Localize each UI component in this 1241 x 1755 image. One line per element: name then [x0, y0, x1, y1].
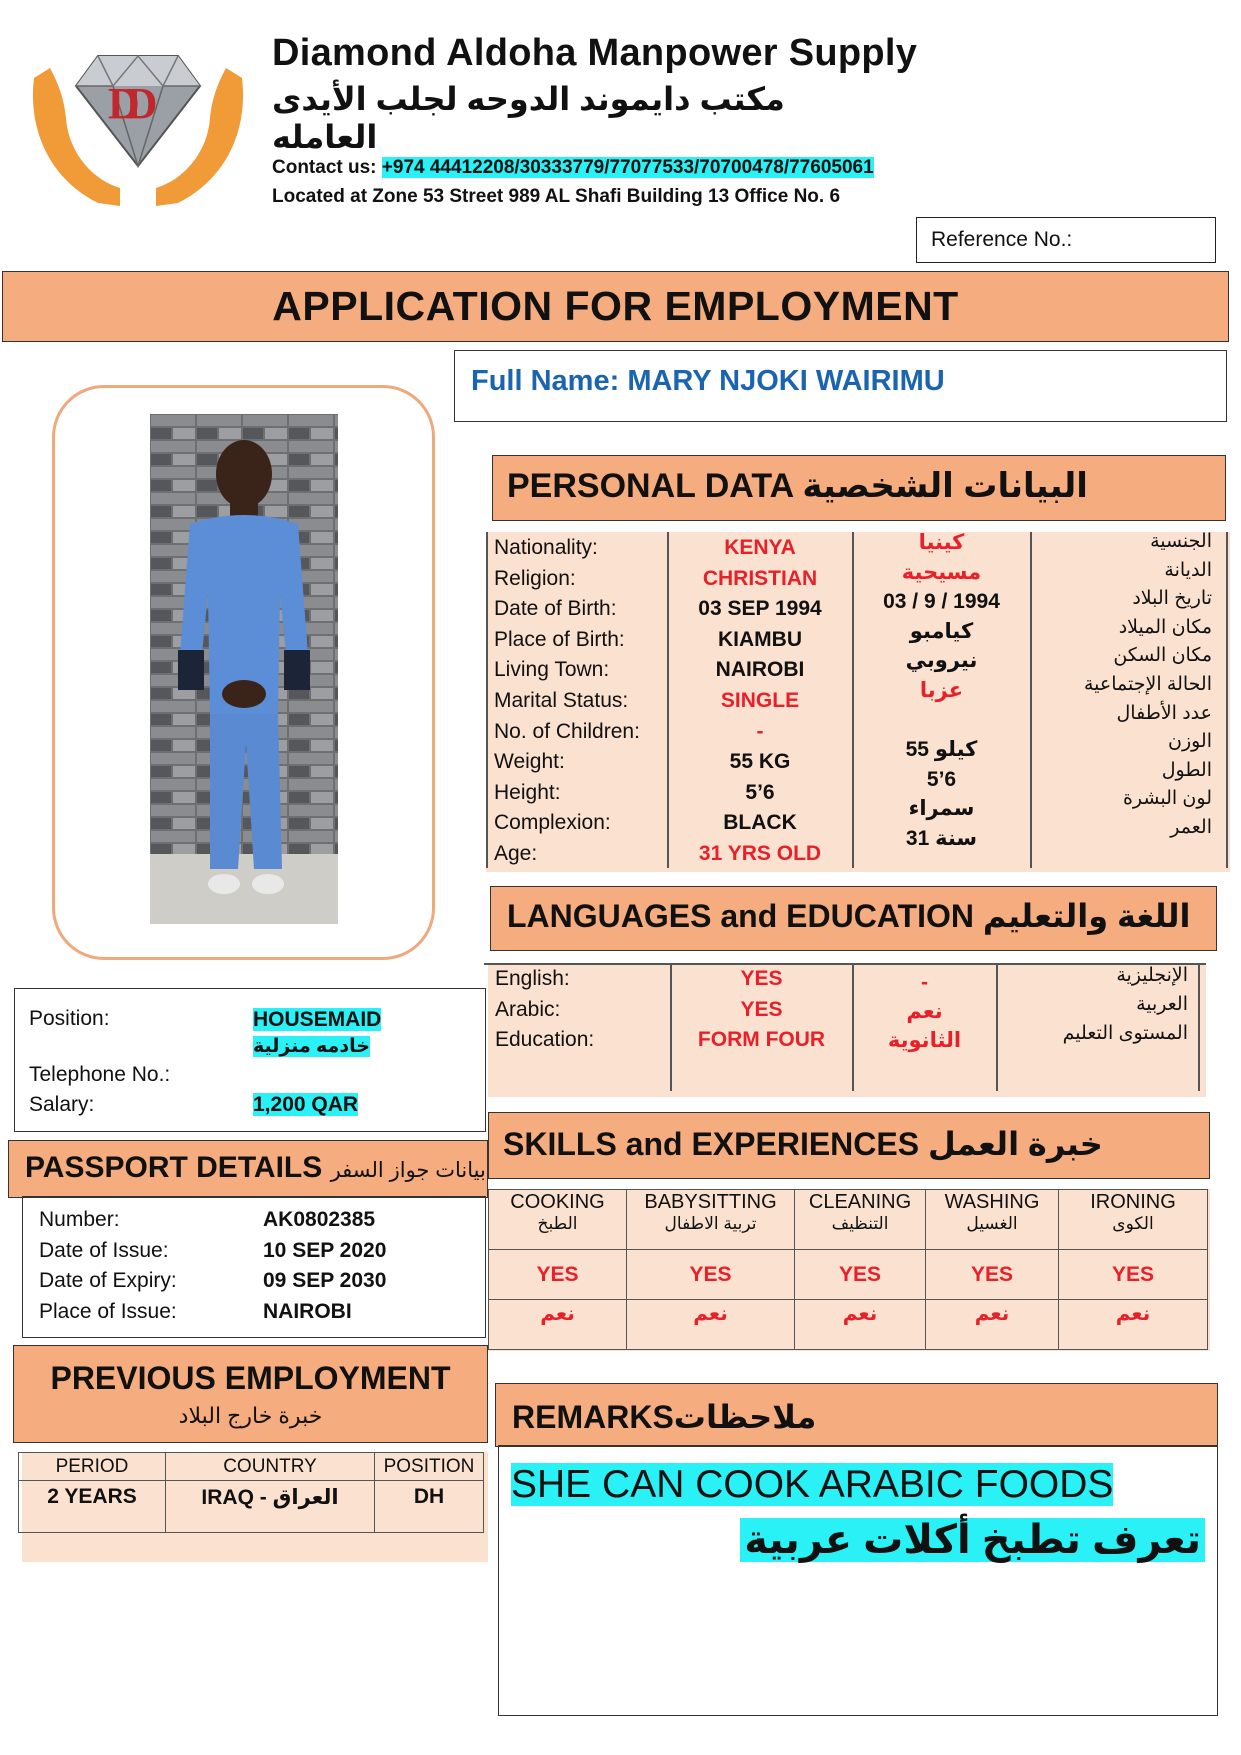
value-ar-age: 31 سنة [905, 826, 978, 850]
skill-washing-ar: الغسيل [966, 1214, 1018, 1233]
skill-cleaning-value-ar: نعم [795, 1300, 926, 1350]
form-title: APPLICATION FOR EMPLOYMENT [272, 283, 959, 329]
label-living-town: Living Town: [494, 658, 610, 682]
value-ar-english: - [921, 971, 928, 994]
label-education: Education: [495, 1028, 595, 1052]
value-religion: CHRISTIAN [702, 566, 818, 590]
previous-title-ar: خبرة خارج البلاد [178, 1403, 323, 1428]
language-values-ar [853, 968, 996, 1055]
label-ar-height: الطول [1161, 759, 1212, 781]
label-marital-status: Marital Status: [494, 688, 629, 712]
value-place-of-birth: KIAMBU [718, 627, 802, 651]
value-ar-religion: مسيحية [901, 560, 982, 584]
skill-cooking-en: COOKING [510, 1191, 605, 1213]
value-ar-weight: 55 كيلو [905, 738, 978, 762]
label-age: Age: [494, 841, 538, 865]
skill-ironing-ar: الكوى [1112, 1214, 1154, 1233]
personal-data-header [492, 455, 1226, 521]
skill-ironing-value-ar: نعم [1059, 1300, 1208, 1350]
label-ar-complexion: لون البشرة [1122, 788, 1212, 810]
label-ar-living-town: مكان السكن [1113, 645, 1212, 667]
contact-line [272, 157, 874, 179]
value-ar-living-town: نيروبي [905, 649, 978, 673]
remarks-title-ar: ملاحظات [673, 1399, 817, 1435]
value-education: FORM FOUR [697, 1028, 826, 1052]
value-arabic: YES [740, 997, 783, 1021]
skill-cooking-ar: الطبخ [537, 1214, 578, 1233]
skill-ironing-en: IRONING [1090, 1191, 1176, 1213]
value-date-of-expiry: 09 SEP 2030 [263, 1269, 387, 1293]
value-ar-place-of-birth: كيامبو [909, 619, 974, 643]
label-ar-children: عدد الأطفال [1116, 702, 1212, 724]
skill-babysitting [627, 1190, 795, 1250]
label-weight: Weight: [494, 750, 565, 774]
reference-label: Reference No.: [931, 228, 1073, 251]
position-label: Position: [29, 1007, 110, 1030]
skills-grid [488, 1189, 1208, 1350]
label-date-of-birth: Date of Birth: [494, 597, 617, 621]
label-ar-weight: الوزن [1167, 731, 1212, 753]
value-passport-number: AK0802385 [263, 1208, 376, 1231]
value-date-of-issue: 10 SEP 2020 [263, 1238, 387, 1262]
label-arabic: Arabic: [495, 997, 561, 1021]
contact-label: Contact us: [272, 157, 382, 178]
label-ar-english: الإنجليزية [1116, 965, 1188, 986]
value-height: 5’6 [745, 780, 775, 804]
label-ar-date-of-birth: تاريخ البلاد [1132, 588, 1212, 610]
reference-box [916, 217, 1216, 263]
remarks-header [495, 1383, 1218, 1447]
passport-box [22, 1196, 486, 1338]
value-date-of-birth: 03 SEP 1994 [698, 597, 822, 621]
label-passport-number: Number: [39, 1208, 120, 1231]
label-ar-religion: الديانة [1164, 559, 1212, 581]
personal-title-ar: البيانات الشخصية [802, 467, 1088, 505]
language-labels [495, 964, 594, 1056]
full-name-box [454, 350, 1227, 422]
company-logo [28, 38, 248, 213]
value-ar-height: 5’6 [926, 767, 957, 791]
previous-employment-header [13, 1345, 488, 1443]
label-place-of-issue: Place of Issue: [39, 1299, 177, 1323]
telephone-label: Telephone No.: [29, 1063, 171, 1086]
header-position: POSITION [375, 1453, 484, 1481]
label-date-of-expiry: Date of Expiry: [39, 1269, 177, 1293]
passport-title-ar: بيانات جواز السفر [330, 1159, 486, 1182]
skill-babysitting-en: BABYSITTING [644, 1191, 777, 1213]
label-children: No. of Children: [494, 719, 640, 743]
label-date-of-issue: Date of Issue: [39, 1238, 169, 1262]
value-age: 31 YRS OLD [698, 841, 822, 865]
label-religion: Religion: [494, 566, 576, 590]
company-name-ar: مكتب دايموند الدوحه لجلب الأيدى العامله [272, 81, 785, 155]
header-country: COUNTRY [166, 1453, 375, 1481]
skills-title-ar: خبرة العمل [927, 1126, 1103, 1162]
value-place-of-issue: NAIROBI [263, 1299, 352, 1323]
label-place-of-birth: Place of Birth: [494, 627, 625, 651]
personal-labels-ar [1036, 528, 1212, 843]
value-nationality: KENYA [724, 536, 796, 559]
logo-letters: DD [108, 79, 144, 128]
skill-babysitting-value-ar: نعم [627, 1300, 795, 1350]
skill-cleaning-ar: التنظيف [831, 1214, 889, 1233]
language-labels-ar [1000, 961, 1188, 1048]
prev-position: DH [375, 1481, 484, 1533]
salary-amount: 1,200 QAR [253, 1093, 359, 1116]
skill-babysitting-ar: تربية الاطفال [664, 1214, 757, 1233]
skills-header [488, 1112, 1210, 1179]
form-title-bar [2, 271, 1229, 342]
value-children: - [756, 719, 764, 743]
position-values [253, 1007, 381, 1060]
company-name-en: Diamond Aldoha Manpower Supply [272, 32, 918, 74]
applicant-photo [150, 414, 338, 924]
value-complexion: BLACK [723, 811, 797, 835]
label-ar-education: المستوى التعليم [1062, 1023, 1188, 1044]
value-marital-status: SINGLE [720, 688, 800, 712]
header-period: PERIOD [19, 1453, 166, 1481]
languages-title-ar: اللغة والتعليم [982, 898, 1191, 934]
personal-labels [494, 533, 640, 870]
label-ar-marital-status: الحالة الإجتماعية [1084, 673, 1212, 695]
skill-babysitting-value: YES [627, 1250, 795, 1300]
passport-title-en: PASSPORT DETAILS [25, 1151, 331, 1184]
languages-title-en: LANGUAGES and EDUCATION [507, 898, 983, 934]
passport-values [263, 1205, 386, 1327]
value-weight: 55 KG [729, 750, 791, 774]
value-english: YES [740, 967, 783, 990]
passport-labels [39, 1205, 177, 1327]
language-values [671, 964, 852, 1056]
position-value-en: HOUSEMAID [253, 1008, 382, 1031]
label-english: English: [495, 967, 570, 990]
skill-cooking-value: YES [489, 1250, 627, 1300]
remarks-title-en: REMARKS [512, 1399, 674, 1435]
remarks-text-ar: تعرف تطبخ أكلات عربية [740, 1518, 1205, 1562]
skill-cleaning-value: YES [795, 1250, 926, 1300]
value-ar-complexion: سمراء [908, 797, 975, 821]
skill-ironing [1059, 1190, 1208, 1250]
label-ar-arabic: العربية [1136, 994, 1188, 1015]
languages-table [488, 963, 1206, 1097]
skill-washing [926, 1190, 1059, 1250]
full-name-value: MARY NJOKI WAIRIMU [627, 365, 945, 397]
passport-header [8, 1140, 488, 1198]
label-ar-nationality: الجنسية [1150, 531, 1212, 552]
value-ar-arabic: نعم [906, 1000, 943, 1023]
company-address: Located at Zone 53 Street 989 AL Shafi Building 13 Office No. 6 [272, 186, 841, 207]
remarks-text-en: SHE CAN COOK ARABIC FOODS [511, 1463, 1114, 1506]
personal-values [668, 533, 852, 870]
previous-title-en: PREVIOUS EMPLOYMENT [50, 1360, 451, 1396]
prev-period: 2 YEARS [19, 1481, 166, 1533]
salary-value [253, 1093, 358, 1117]
skill-ironing-value: YES [1059, 1250, 1208, 1300]
languages-header [490, 886, 1217, 951]
previous-employment-grid [18, 1452, 488, 1534]
label-ar-age: العمر [1170, 816, 1212, 838]
value-ar-children [853, 706, 1030, 736]
job-details-box [14, 988, 486, 1132]
personal-values-ar [853, 528, 1030, 854]
value-ar-date-of-birth: 03 / 9 / 1994 [883, 590, 1000, 614]
skill-cleaning [795, 1190, 926, 1250]
skill-cooking-value-ar: نعم [489, 1300, 627, 1350]
skill-cooking [489, 1190, 627, 1250]
personal-data-table [486, 532, 1230, 872]
value-living-town: NAIROBI [715, 658, 805, 682]
skills-title-en: SKILLS and EXPERIENCES [503, 1126, 928, 1162]
skill-washing-value-ar: نعم [926, 1300, 1059, 1350]
previous-table [18, 1452, 484, 1533]
salary-label: Salary: [29, 1093, 95, 1116]
label-complexion: Complexion: [494, 811, 611, 835]
value-ar-nationality: كينيا [918, 531, 965, 554]
full-name-label: Full Name: [471, 365, 628, 397]
skills-table [488, 1189, 1210, 1351]
skill-washing-value: YES [926, 1250, 1059, 1300]
personal-title-en: PERSONAL DATA [507, 467, 803, 505]
skill-cleaning-en: CLEANING [808, 1191, 912, 1213]
contact-numbers: +974 44412208/30333779/77077533/70700478/77605061 [381, 157, 874, 178]
value-ar-marital-status: عزبا [919, 678, 964, 702]
value-ar-education: الثانوية [887, 1029, 962, 1052]
label-nationality: Nationality: [494, 536, 598, 559]
label-ar-place-of-birth: مكان الميلاد [1118, 616, 1212, 638]
position-value-ar: خادمه منزلية [253, 1036, 370, 1057]
prev-country: IRAQ - العراق [166, 1481, 375, 1533]
skill-washing-en: WASHING [944, 1191, 1040, 1213]
label-height: Height: [494, 780, 561, 804]
remarks-box [498, 1445, 1218, 1716]
